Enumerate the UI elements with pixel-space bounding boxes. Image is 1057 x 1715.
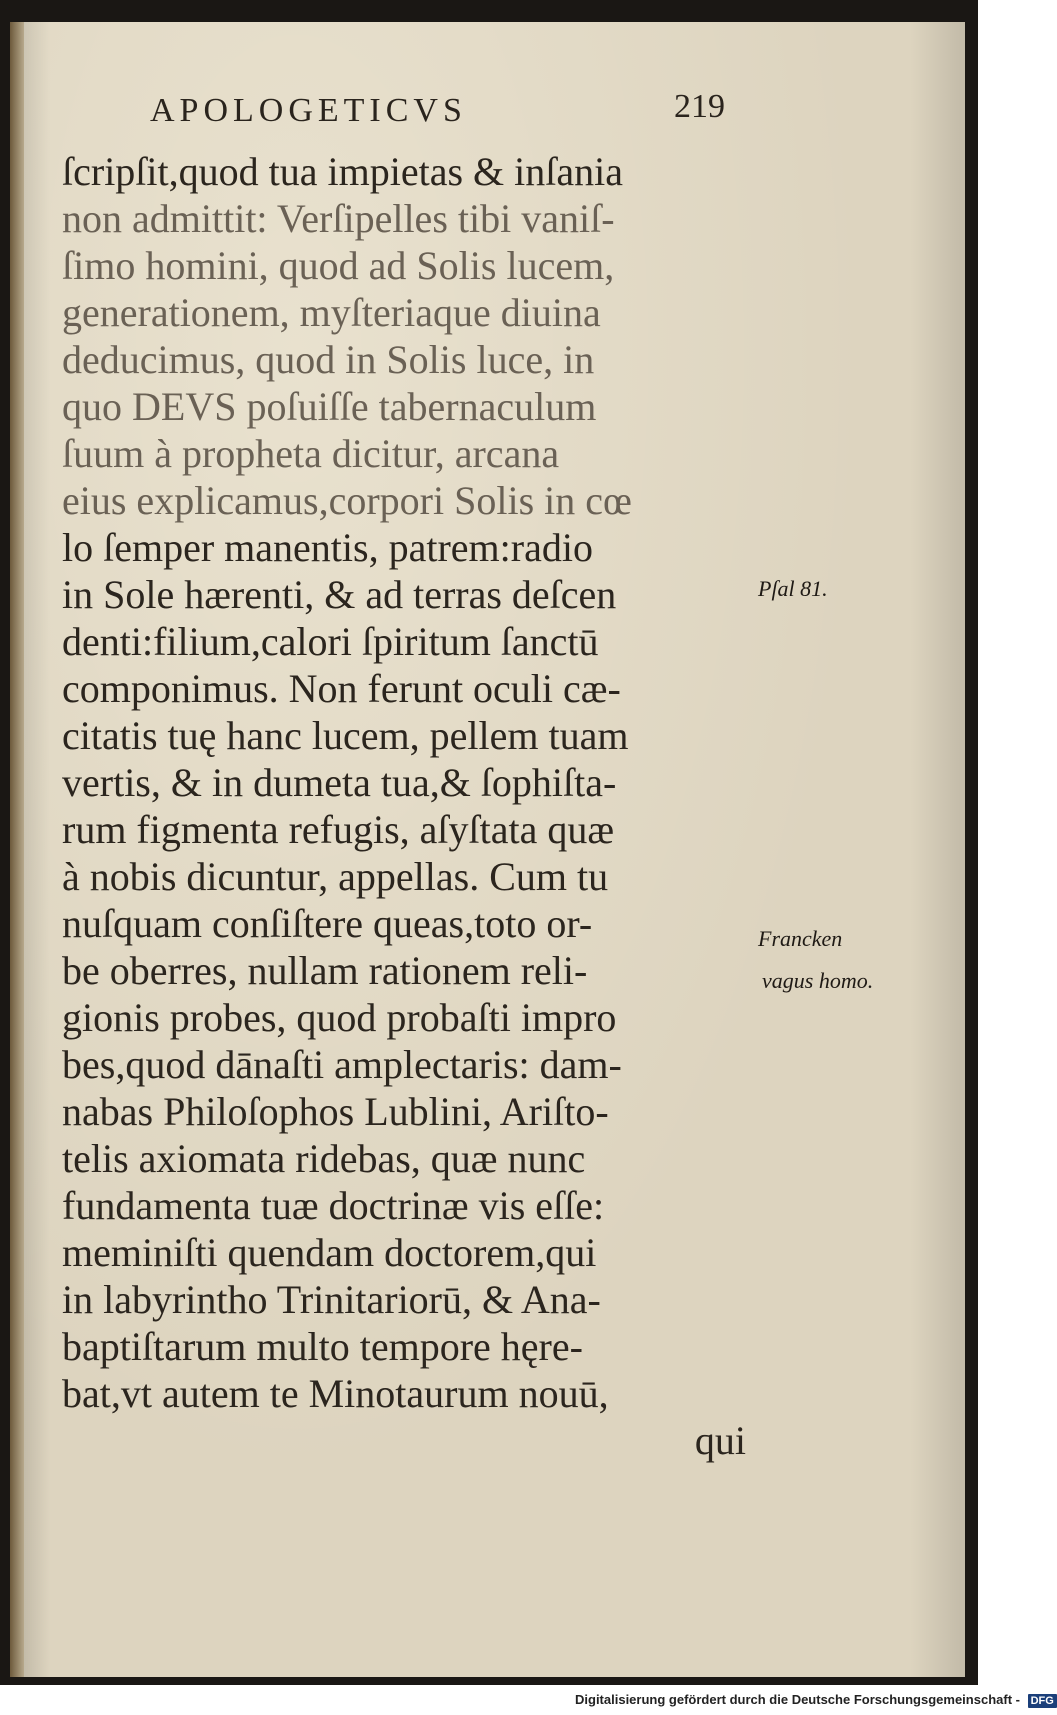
text-line: vertis, & in dumeta tua,& ſophiſta- bbox=[62, 760, 617, 805]
page-header bbox=[150, 80, 725, 140]
text-line: lo ſemper manentis, patrem:radio bbox=[62, 525, 593, 570]
text-line: ſimo homini, quod ad Solis lucem, bbox=[62, 243, 615, 288]
text-line: telis axiomata ridebas, quæ nunc bbox=[62, 1136, 586, 1181]
text-line: in Sole hærenti, & ad terras deſcen bbox=[62, 572, 617, 617]
text-line: à nobis dicuntur, appellas. Cum tu bbox=[62, 854, 609, 899]
text-line: eius explicamus,corpori Solis in cœ bbox=[62, 478, 632, 523]
text-line: bes,quod dānaſti amplectaris: dam- bbox=[62, 1042, 622, 1087]
text-line: nabas Philoſophos Lublini, Ariſto- bbox=[62, 1089, 609, 1134]
text-line: non admittit: Verſipelles tibi vaniſ- bbox=[62, 196, 615, 241]
book-gutter bbox=[10, 22, 24, 1677]
running-title: APOLOGETICVS bbox=[150, 92, 467, 129]
text-line: meminiſti quendam doctorem,qui bbox=[62, 1230, 597, 1275]
text-line: deducimus, quod in Solis luce, in bbox=[62, 337, 595, 382]
text-line: in labyrintho Trinitariorū, & Ana- bbox=[62, 1277, 601, 1322]
marginal-note-francken: Francken bbox=[758, 926, 843, 951]
text-line: ſuum à propheta dicitur, arcana bbox=[62, 431, 560, 476]
body-text bbox=[62, 148, 752, 1464]
marginal-note-psalm: Pſal 81. bbox=[758, 576, 828, 601]
marginal-note-vagus: vagus homo. bbox=[762, 968, 874, 993]
text-line: denti:filium,calori ſpiritum ſanctū bbox=[62, 619, 599, 664]
text-line: quo DEVS poſuiſſe tabernaculum bbox=[62, 384, 597, 429]
dfg-logo: DFG bbox=[1028, 1694, 1057, 1708]
digitization-credit bbox=[575, 1692, 1054, 1712]
page-number: 219 bbox=[674, 88, 725, 125]
text-line: be oberres, nullam rationem reli- bbox=[62, 948, 588, 993]
text-line: bat,vt autem te Minotaurum nouū, bbox=[62, 1371, 609, 1416]
text-line: gionis probes, quod probaſti impro bbox=[62, 995, 617, 1040]
text-line: rum figmenta refugis, aſyſtata quæ bbox=[62, 807, 615, 852]
text-line: nuſquam conſiſtere queas,toto or- bbox=[62, 901, 593, 946]
text-line: baptiſtarum multo tempore hęre- bbox=[62, 1324, 583, 1369]
text-line: fundamenta tuæ doctrinæ vis eſſe: bbox=[62, 1183, 605, 1228]
text-line: citatis tuę hanc lucem, pellem tuam bbox=[62, 713, 629, 758]
text-line: componimus. Non ferunt oculi cæ- bbox=[62, 666, 621, 711]
catchword: qui bbox=[694, 1418, 746, 1463]
text-line: ſcripſit,quod tua impietas & inſania bbox=[62, 149, 623, 194]
credit-text: Digitalisierung gefördert durch die Deutsche Forschungsgemeinschaft - bbox=[575, 1692, 1020, 1707]
text-line: generationem, myſteriaque diuina bbox=[62, 290, 601, 335]
